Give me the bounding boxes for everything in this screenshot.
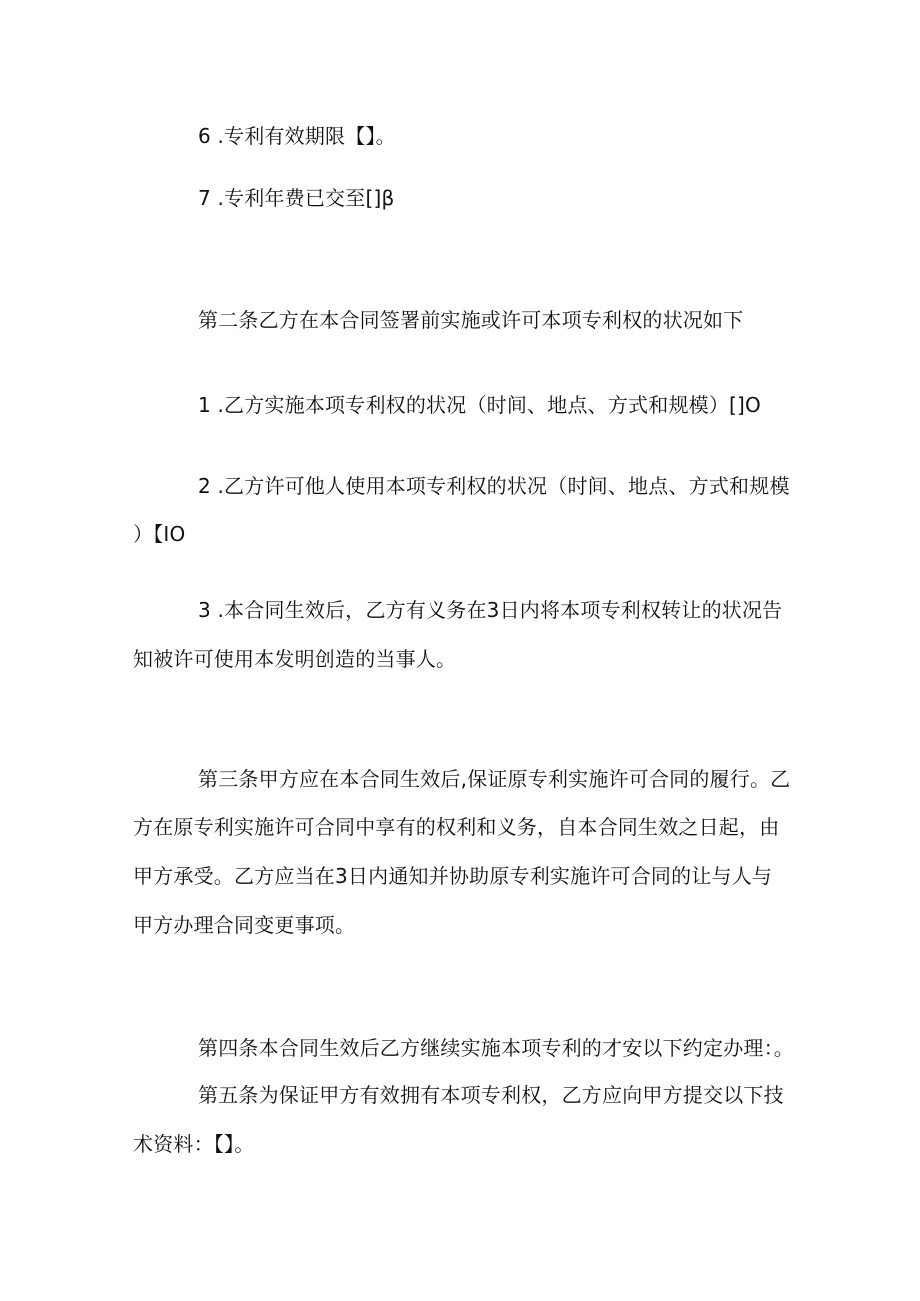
article-2-item-3-line-2: 知被许可使用本发明创造的当事人。 [133,647,457,671]
article-2-item-1: 1 .乙方实施本项专利权的状况（时间、地点、方式和规模）[]O [198,393,761,417]
article-5-line-1: 第五条为保证甲方有效拥有本项专利权，乙方应向甲方提交以下技 [198,1083,784,1107]
article-4: 第四条本合同生效后乙方继续实施本项专利的才安以下约定办理：。 [198,1036,794,1060]
item-7-annual-fee: 7 .专利年费已交至[]β [198,186,395,210]
article-3-line-4: 甲方办理合同变更事项。 [133,913,356,937]
article-3-line-1: 第三条甲方应在本合同生效后,保证原专利实施许可合同的履行。乙 [198,767,791,791]
article-3-line-2: 方在原专利实施许可合同中享有的权利和义务，自本合同生效之日起，由 [133,815,780,839]
item-6-patent-validity: 6 .专利有效期限【】。 [198,124,396,148]
article-2-item-3-line-1: 3 .本合同生效后，乙方有义务在3日内将本项专利权转让的状况告 [198,598,783,622]
article-3-line-3: 甲方承受。乙方应当在3日内通知并协助原专利实施许可合同的让与人与 [133,864,773,888]
article-2-heading: 第二条乙方在本合同签署前实施或许可本项专利权的状况如下 [198,308,744,332]
article-5-line-2: 术资料：【】。 [133,1132,255,1156]
article-2-item-2-line-2: ）【IO [133,522,186,546]
article-2-item-2-line-1: 2 .乙方许可他人使用本项专利权的状况（时间、地点、方式和规模 [198,474,790,498]
